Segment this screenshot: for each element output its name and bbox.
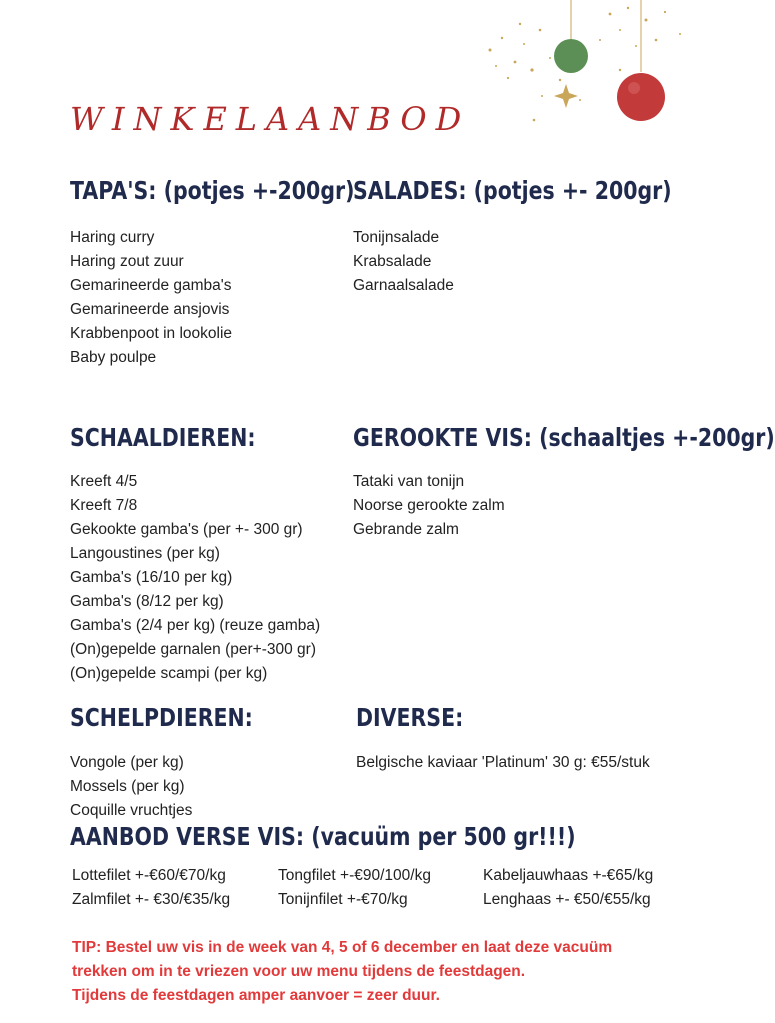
list-item: Gebrande zalm xyxy=(353,521,459,538)
verse-vis-cell: Lenghaas +- €50/€55/kg xyxy=(483,891,651,908)
list-item: Gemarineerde gamba's xyxy=(70,277,232,294)
salades-heading: SALADES: (potjes +- 200gr) xyxy=(353,176,672,205)
diverse-heading: DIVERSE: xyxy=(356,703,464,732)
verse-vis-heading: AANBOD VERSE VIS: (vacuüm per 500 gr!!!) xyxy=(70,822,576,851)
list-item: Noorse gerookte zalm xyxy=(353,497,505,514)
salades-list xyxy=(353,226,454,298)
verse-vis-cell: Zalmfilet +- €30/€35/kg xyxy=(72,891,231,908)
list-item: Tonijnsalade xyxy=(353,229,440,246)
schaaldieren-list xyxy=(70,470,320,686)
schaaldieren-heading: SCHAALDIEREN: xyxy=(70,423,256,452)
list-item: Haring curry xyxy=(70,229,155,246)
gerookte-vis-list xyxy=(353,470,505,542)
diverse-list xyxy=(356,751,650,775)
tip-line: trekken om in te vriezen voor uw menu tijdens de feestdagen. xyxy=(72,963,526,980)
verse-vis-cell: Kabeljauwhaas +-€65/kg xyxy=(483,867,654,884)
list-item: Langoustines (per kg) xyxy=(70,545,220,562)
red-ornament xyxy=(617,73,665,121)
list-item: Belgische kaviaar 'Platinum' 30 g: €55/stuk xyxy=(356,754,650,771)
verse-vis-cell: Tonijnfilet +-€70/kg xyxy=(278,891,408,908)
green-ornament xyxy=(554,39,588,73)
gold-star-icon xyxy=(554,84,578,108)
list-item: Krabbenpoot in lookolie xyxy=(70,325,233,342)
gerookte-vis-heading: GEROOKTE VIS: (schaaltjes +-200gr) xyxy=(353,423,775,452)
schelpdieren-heading: SCHELPDIEREN: xyxy=(70,703,253,732)
list-item: Vongole (per kg) xyxy=(70,754,184,771)
list-item: (On)gepelde garnalen (per+-300 gr) xyxy=(70,641,316,658)
list-item: Garnaalsalade xyxy=(353,277,454,294)
list-item: Krabsalade xyxy=(353,253,432,270)
list-item: Tataki van tonijn xyxy=(353,473,465,490)
list-item: Coquille vruchtjes xyxy=(70,802,193,819)
list-item: Kreeft 4/5 xyxy=(70,473,138,490)
list-item: Gamba's (16/10 per kg) xyxy=(70,569,233,586)
list-item: Gekookte gamba's (per +- 300 gr) xyxy=(70,521,303,538)
tapas-list xyxy=(70,226,232,370)
tapas-heading: TAPA'S: (potjes +-200gr) xyxy=(70,176,355,205)
christmas-ornaments-decoration xyxy=(460,0,720,150)
list-item: Haring zout zuur xyxy=(70,253,184,270)
verse-vis-cell: Lottefilet +-€60/€70/kg xyxy=(72,867,226,884)
list-item: Mossels (per kg) xyxy=(70,778,185,795)
tip-line: Tijdens de feestdagen amper aanvoer = zeer duur. xyxy=(72,987,440,1004)
list-item: (On)gepelde scampi (per kg) xyxy=(70,665,268,682)
list-item: Gamba's (2/4 per kg) (reuze gamba) xyxy=(70,617,321,634)
list-item: Baby poulpe xyxy=(70,349,157,366)
tip-line: TIP: Bestel uw vis in de week van 4, 5 of 6 december en laat deze vacuüm xyxy=(72,939,613,956)
schelpdieren-list xyxy=(70,751,192,823)
page-title: WINKELAANBOD xyxy=(70,100,471,138)
list-item: Kreeft 7/8 xyxy=(70,497,138,514)
list-item: Gamba's (8/12 per kg) xyxy=(70,593,224,610)
tip-note xyxy=(72,936,712,1008)
list-item: Gemarineerde ansjovis xyxy=(70,301,230,318)
verse-vis-cell: Tongfilet +-€90/100/kg xyxy=(278,867,431,884)
